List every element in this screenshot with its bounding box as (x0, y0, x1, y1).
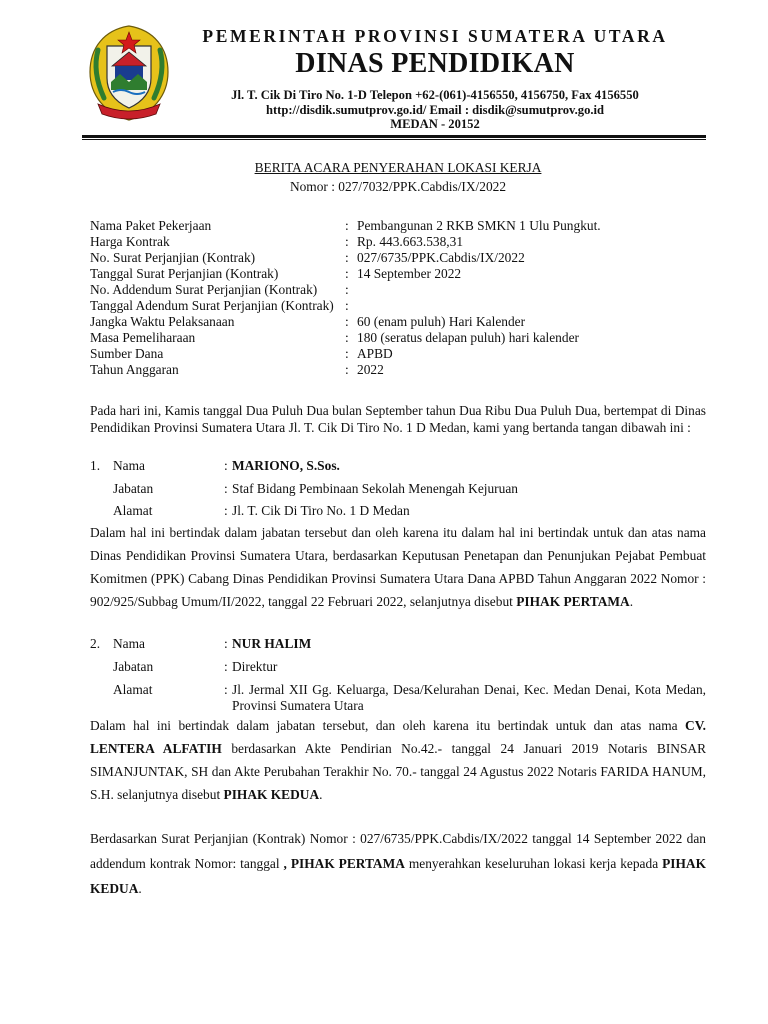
info-value: 027/6735/PPK.Cabdis/IX/2022 (357, 250, 525, 265)
party-two-name-row (90, 636, 706, 654)
info-row (90, 314, 710, 330)
info-label: Sumber Dana (90, 346, 164, 361)
info-row (90, 298, 710, 314)
party-colon: : (224, 659, 228, 674)
party-two-position: Direktur (232, 659, 278, 674)
document-title-wrap (90, 160, 706, 176)
party-one-statement: Dalam hal ini bertindak dalam jabatan tersebut dan oleh karena itu dalam hal ini bertindak untuk dan atas nama Dinas Pendidikan Provinsi Sumatera Utara, berdasarkan Keputusan Penetapan dan Penunjukan Pejabat Pembuat Komitmen (PPK) Cabang Dinas Pendidikan Provinsi Sumatera Utara Dana APBD Tahun Anggaran 2022 Nomor : 902/925/Subbag Umum/II/2022, tanggal 22 Februari 2022, selanjutnya disebut PIHAK PERTAMA. (90, 525, 706, 609)
info-colon: : (345, 250, 349, 265)
north-sumatra-coat-of-arms-icon (84, 20, 174, 124)
party-one-position-row (90, 481, 706, 499)
letterhead-city: MEDAN - 20152 (390, 117, 480, 131)
info-value: Pembangunan 2 RKB SMKN 1 Ulu Pungkut. (357, 218, 601, 233)
info-value: 180 (seratus delapan puluh) hari kalender (357, 330, 579, 345)
info-label: Tanggal Surat Perjanjian (Kontrak) (90, 266, 279, 281)
party-one-name-row (90, 458, 706, 476)
party-two-address-row (90, 682, 706, 713)
party-two-name: NUR HALIM (232, 636, 312, 651)
party-colon: : (224, 481, 228, 496)
party-field-label: Alamat (113, 503, 153, 518)
party-field-label: Nama (113, 458, 145, 473)
info-label: Tahun Anggaran (90, 362, 179, 377)
document-number: Nomor : 027/7032/PPK.Cabdis/IX/2022 (289, 179, 507, 194)
info-colon: : (345, 234, 349, 249)
info-value: 60 (enam puluh) Hari Kalender (357, 314, 526, 329)
info-row (90, 218, 710, 234)
letterhead-agency: DINAS PENDIDIKAN (295, 48, 575, 79)
party-field-label: Jabatan (113, 481, 154, 496)
party-one-address: Jl. T. Cik Di Tiro No. 1 D Medan (232, 503, 410, 518)
info-colon: : (345, 314, 349, 329)
contract-info-table (90, 218, 710, 378)
info-colon: : (345, 346, 349, 361)
party-one-role: PIHAK PERTAMA (516, 594, 630, 609)
letterhead-address: Jl. T. Cik Di Tiro No. 1-D Telepon +62-(061)-4156550, 4156750, Fax 4156550 (231, 88, 639, 102)
party-one-name: MARIONO, S.Sos. (232, 458, 340, 473)
closing-paragraph: Berdasarkan Surat Perjanjian (Kontrak) Nomor : 027/6735/PPK.Cabdis/IX/2022 tanggal 14 September 2022 dan addendum kontrak Nomor: tanggal , PIHAK PERTAMA menyerahkan keseluruhan lokasi kerja kepada PIHAK KEDUA. (90, 831, 706, 896)
info-row (90, 234, 710, 250)
info-row (90, 346, 710, 362)
info-row (90, 250, 710, 266)
party-field-label: Nama (113, 636, 145, 651)
party-field-label: Jabatan (113, 659, 154, 674)
info-row (90, 282, 710, 298)
party-one-address-row (90, 503, 706, 521)
info-label: Nama Paket Pekerjaan (90, 218, 212, 233)
info-value: Rp. 443.663.538,31 (357, 234, 464, 249)
party-colon: : (224, 636, 228, 651)
info-label: Masa Pemeliharaan (90, 330, 196, 345)
info-row (90, 362, 710, 378)
info-value: 14 September 2022 (357, 266, 462, 281)
party-two-address: Jl. Jermal XII Gg. Keluarga, Desa/Kelurahan Denai, Kec. Medan Denai, Kota Medan, Provinsi Sumatera Utara (232, 682, 706, 713)
party-field-label: Alamat (113, 682, 153, 697)
letterhead-divider-thick (82, 135, 706, 138)
info-label: Jangka Waktu Pelaksanaan (90, 314, 235, 329)
document-title: BERITA ACARA PENYERAHAN LOKASI KERJA (254, 160, 542, 175)
intro-paragraph: Pada hari ini, Kamis tanggal Dua Puluh Dua bulan September tahun Dua Ribu Dua Puluh Dua, bertempat di Dinas Pendidikan Provinsi Sumatera Utara Jl. T. Cik Di Tiro No. 1 D Medan, kami yang bertanda tangan dibawah ini : (90, 403, 706, 435)
letterhead-web-email: http://disdik.sumutprov.go.id/ Email : disdik@sumutprov.go.id (265, 103, 605, 117)
party-colon: : (224, 503, 228, 518)
info-colon: : (345, 362, 349, 377)
party-one-position: Staf Bidang Pembinaan Sekolah Menengah Kejuruan (232, 481, 518, 496)
party-two-company: CV. LENTERA ALFATIH (90, 718, 706, 756)
info-value: APBD (357, 346, 393, 361)
party-colon: : (224, 682, 228, 697)
info-colon: : (345, 266, 349, 281)
info-label: No. Surat Perjanjian (Kontrak) (90, 250, 256, 265)
info-value: 2022 (357, 362, 384, 377)
letterhead-divider-thin (82, 139, 706, 140)
letterhead-province: PEMERINTAH PROVINSI SUMATERA UTARA (202, 26, 668, 46)
info-colon: : (345, 218, 349, 233)
info-row (90, 266, 710, 282)
info-label: Tanggal Adendum Surat Perjanjian (Kontrak) (90, 298, 334, 313)
party-colon: : (224, 458, 228, 473)
party-two-statement: Dalam hal ini bertindak dalam jabatan tersebut, dan oleh karena itu bertindak untuk dan atas nama CV. LENTERA ALFATIH berdasarkan Akte Pendirian No.42.- tanggal 24 Januari 2019 Notaris BINSAR SIMANJUNTAK, SH dan Akte Perubahan Terakhir No. 70.- tanggal 24 Agustus 2022 Notaris FARIDA HANUM, S.H. selanjutnya disebut PIHAK KEDUA. (90, 718, 706, 802)
party-two-position-row (90, 659, 706, 677)
info-label: No. Addendum Surat Perjanjian (Kontrak) (90, 282, 318, 297)
info-colon: : (345, 298, 349, 313)
party-two-role: PIHAK KEDUA (223, 787, 320, 802)
info-colon: : (345, 282, 349, 297)
party-number: 2. (90, 636, 101, 651)
info-label: Harga Kontrak (90, 234, 170, 249)
info-row (90, 330, 710, 346)
info-colon: : (345, 330, 349, 345)
party-number: 1. (90, 458, 101, 473)
